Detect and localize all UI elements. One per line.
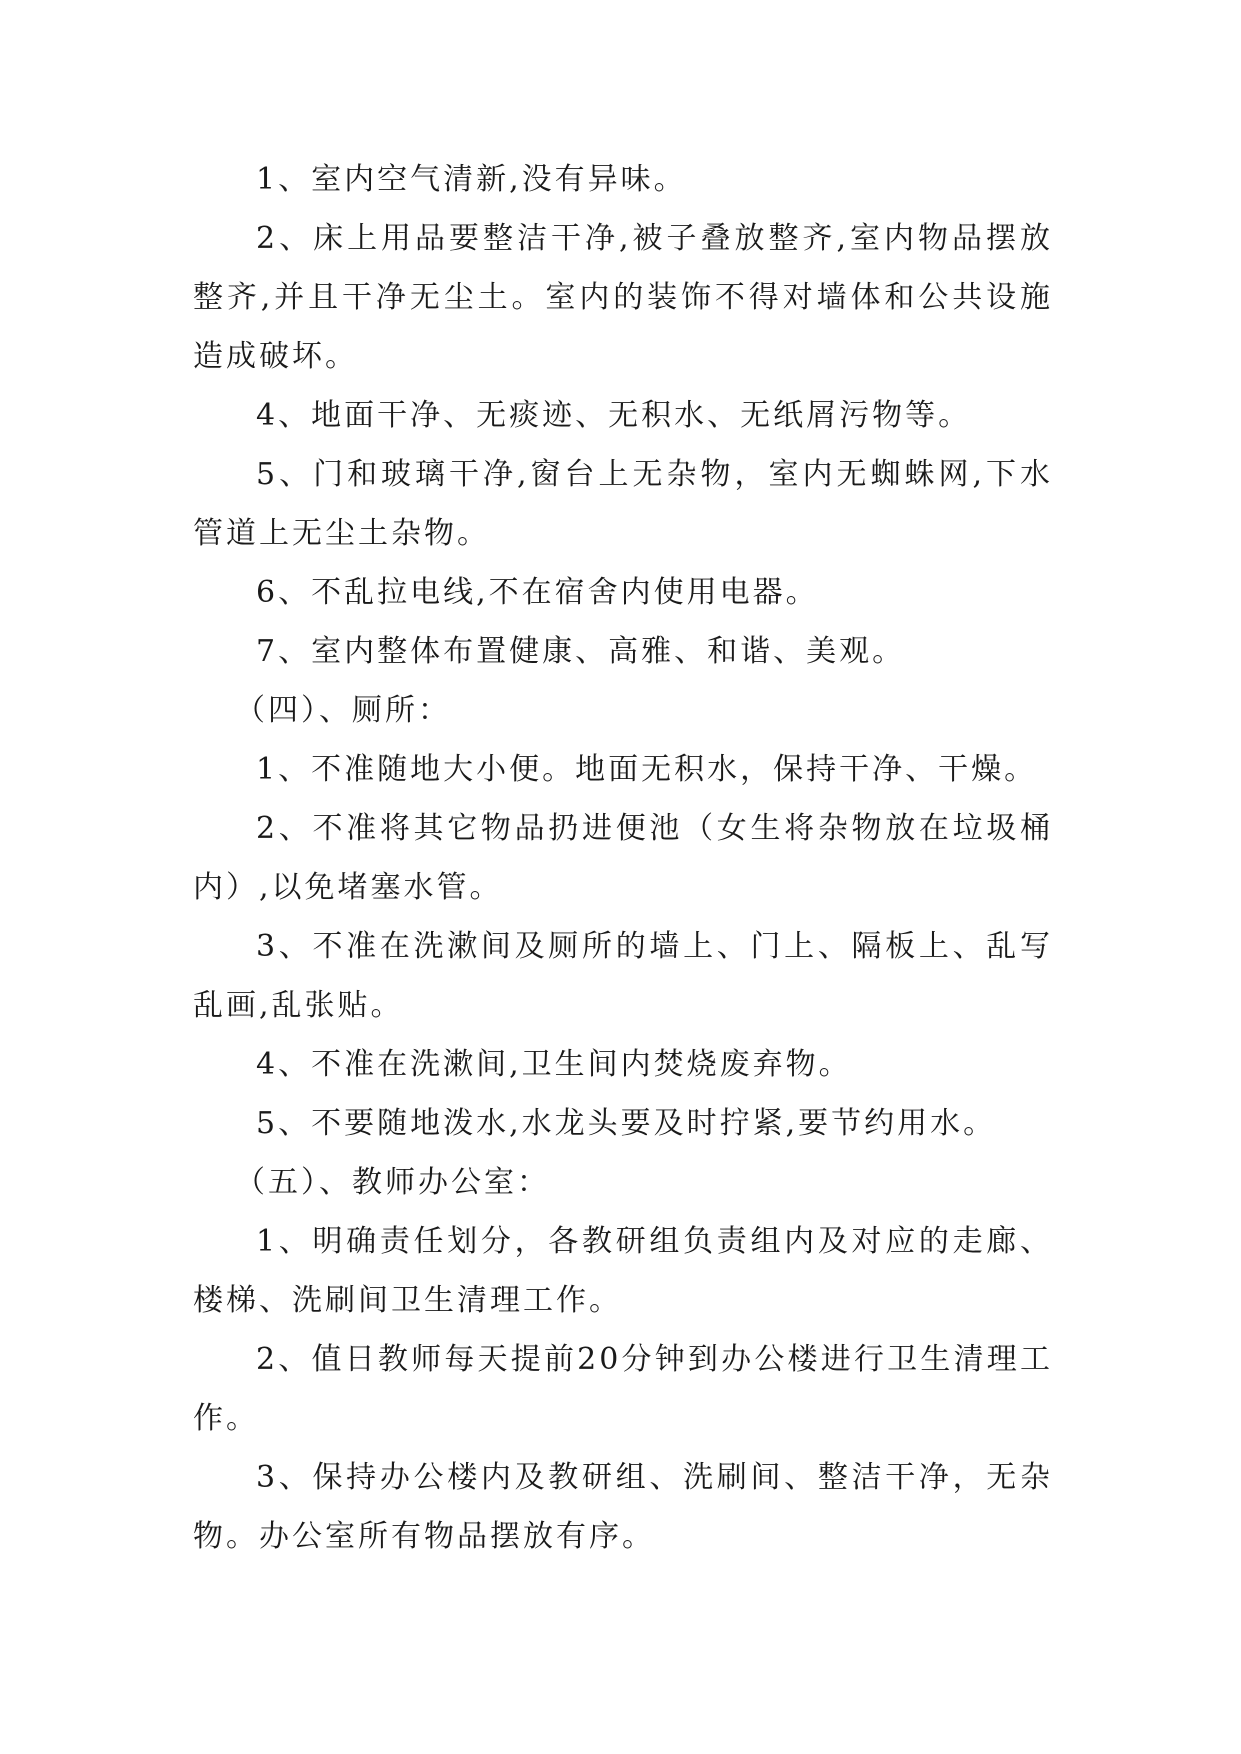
section-heading-toilet: （四）、厕所： (235, 693, 451, 728)
section-heading-teacher-office: （五）、教师办公室： (235, 1165, 550, 1200)
paragraph-1: 1、室内空气清新,没有异味。 (256, 162, 687, 197)
paragraph-4: 5、门和玻璃干净,窗台上无杂物，室内无蜘蛛网,下水管道上无尘土杂物。 (193, 457, 1053, 551)
paragraph-14: 3、保持办公楼内及教研组、洗刷间、整洁干净，无杂物。办公室所有物品摆放有序。 (193, 1460, 1053, 1554)
paragraph-7: 1、不准随地大小便。地面无积水，保持干净、干燥。 (256, 752, 1038, 787)
paragraph-12: 1、明确责任划分，各教研组负责组内及对应的走廊、楼梯、洗刷间卫生清理工作。 (193, 1224, 1053, 1318)
paragraph-2: 2、床上用品要整洁干净,被子叠放整齐,室内物品摆放整齐,并且干净无尘土。室内的装饰不得对墙体和公共设施造成破坏。 (193, 221, 1053, 374)
paragraph-8: 2、不准将其它物品扔进便池（女生将杂物放在垃圾桶内）,以免堵塞水管。 (193, 811, 1053, 905)
paragraph-3: 4、地面干净、无痰迹、无积水、无纸屑污物等。 (256, 398, 972, 433)
paragraph-9: 3、不准在洗漱间及厕所的墙上、门上、隔板上、乱写乱画,乱张贴。 (193, 929, 1053, 1023)
paragraph-5: 6、不乱拉电线,不在宿舍内使用电器。 (256, 575, 819, 610)
paragraph-10: 4、不准在洗漱间,卫生间内焚烧废弃物。 (256, 1047, 852, 1082)
document-body (193, 150, 1053, 1566)
paragraph-6: 7、室内整体布置健康、高雅、和谐、美观。 (256, 634, 906, 669)
paragraph-11: 5、不要随地泼水,水龙头要及时拧紧,要节约用水。 (256, 1106, 997, 1141)
paragraph-13: 2、值日教师每天提前20分钟到办公楼进行卫生清理工作。 (193, 1342, 1053, 1436)
